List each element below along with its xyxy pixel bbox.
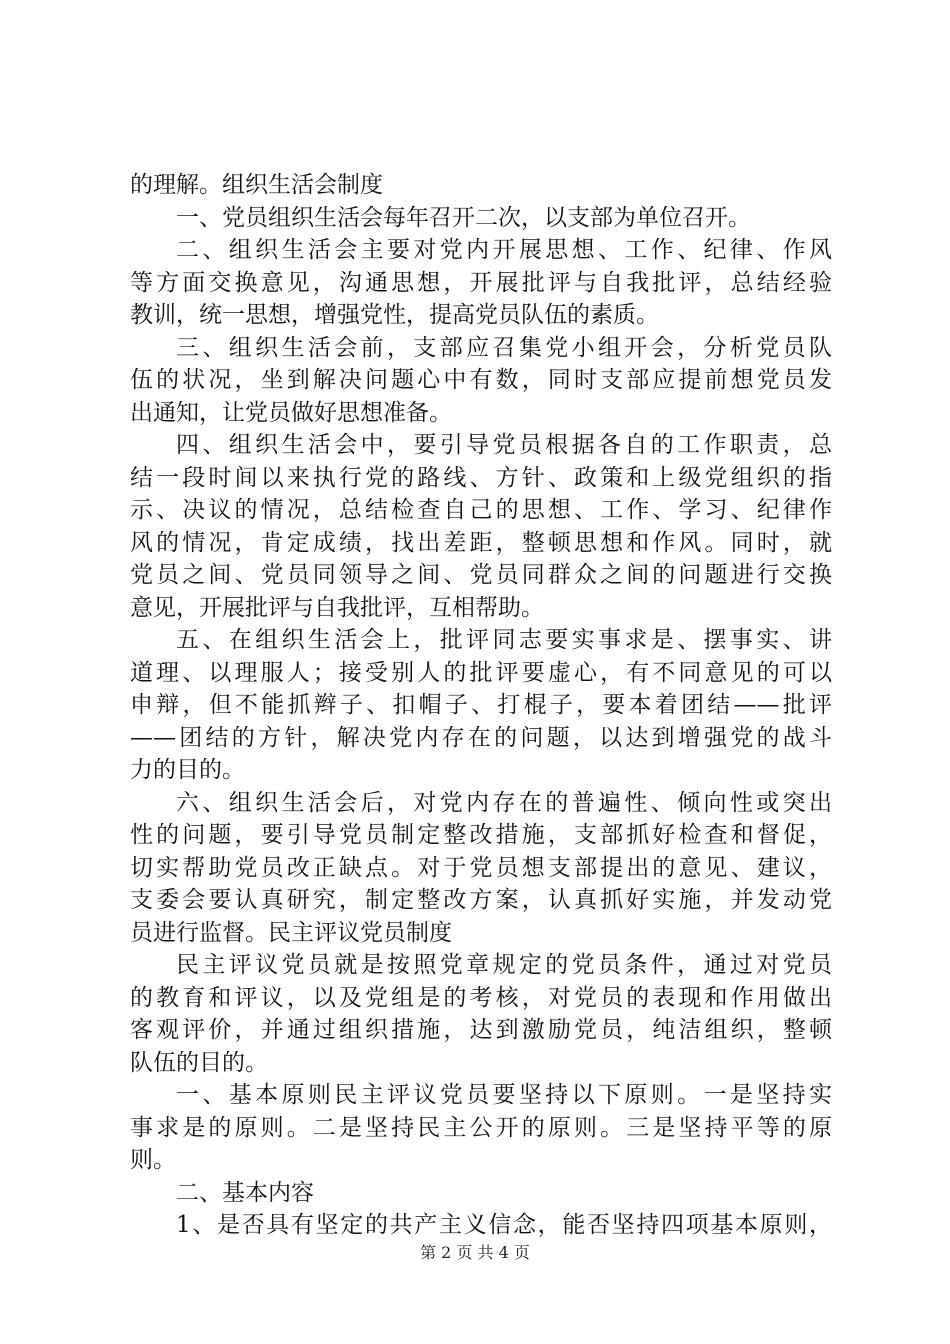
text-line: 队伍的目的。 [130,1049,268,1076]
text-line: 一、党员组织生活会每年召开二次，以支部为单位召开。 [176,204,751,231]
text-line: 结一段时间以来执行党的路线、方针、政策和上级党组织的指 [130,464,832,491]
text-line: 出通知，让党员做好思想准备。 [130,399,452,426]
text-line: 的理解。组织生活会制度 [130,172,383,198]
text-line: 性的问题，要引导党员制定整改措施，支部抓好检查和督促， [130,822,832,848]
document-body [130,169,832,1242]
text-line: 的教育和评议，以及党组是的考核，对党员的表现和作用做出 [130,984,832,1011]
text-line: 切实帮助党员改正缺点。对于党员想支部提出的意见、建议， [130,854,832,881]
text-line: 力的目的。 [130,757,245,783]
text-line: 道理、以理服人；接受别人的批评要虚心，有不同意见的可以 [130,659,832,686]
page-footer [0,1240,950,1263]
text-line: 示、决议的情况，总结检查自己的思想、工作、学习、纪律作 [130,497,832,523]
text-line: 伍的状况，坐到解决问题心中有数，同时支部应提前想党员发 [130,367,832,393]
text-line: 三、组织生活会前，支部应召集党小组开会，分析党员队 [176,334,832,361]
text-line: ——团结的方针，解决党内存在的问题，以达到增强党的战斗 [130,724,832,751]
text-line: 客观评价，并通过组织措施，达到激励党员，纯洁组织，整顿 [130,1017,832,1043]
text-line: 五、在组织生活会上，批评同志要实事求是、摆事实、讲 [176,627,832,653]
text-line: 二、组织生活会主要对党内开展思想、工作、纪律、作风 [176,237,832,263]
text-line: 1、是否具有坚定的共产主义信念，能否坚持四项基本原则， [176,1212,832,1238]
text-line: 等方面交换意见，沟通思想，开展批评与自我批评，总结经验 [130,269,832,296]
text-line: 则。 [130,1147,176,1173]
text-line: 支委会要认真研究，制定整改方案，认真抓好实施，并发动党 [130,887,832,913]
text-line: 教训，统一思想，增强党性，提高党员队伍的素质。 [130,302,659,328]
text-line: 二、基本内容 [176,1179,314,1206]
text-line: 申辩，但不能抓辫子、扣帽子、打棍子，要本着团结——批评 [130,692,832,718]
text-line: 员进行监督。民主评议党员制度 [130,919,452,946]
text-line: 风的情况，肯定成绩，找出差距，整顿思想和作风。同时，就 [130,529,832,556]
text-line: 民主评议党员就是按照党章规定的党员条件，通过对党员 [176,952,832,978]
page-number-label: 第 2 页 共 4 页 [420,1243,530,1262]
text-line: 四、组织生活会中，要引导党员根据各自的工作职责，总 [176,432,832,458]
text-line: 一、基本原则民主评议党员要坚持以下原则。一是坚持实 [176,1082,832,1108]
text-line: 意见，开展批评与自我批评，互相帮助。 [130,594,544,621]
text-line: 六、组织生活会后，对党内存在的普遍性、倾向性或突出 [176,789,832,816]
text-line: 事求是的原则。二是坚持民主公开的原则。三是坚持平等的原 [130,1114,832,1141]
text-line: 党员之间、党员同领导之间、党员同群众之间的问题进行交换 [130,562,832,588]
